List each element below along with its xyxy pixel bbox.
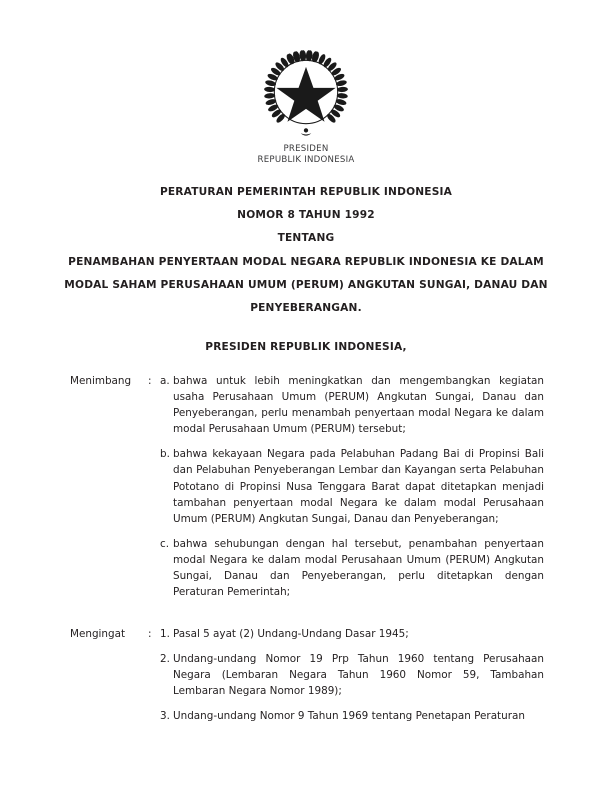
menimbang-item-b [160, 446, 544, 526]
menimbang-item-c-text: bahwa sehubungan dengan hal tersebut, penambahan penyertaan modal Negara ke dalam modal Perusahaan Umum (PERUM) Angkutan Sungai, Danau dan Penyeberangan, perlu ditetapkan dengan Peraturan Pemerintah; [173, 537, 544, 599]
menimbang-colon: : [148, 375, 152, 387]
indonesian-presidential-seal-icon [258, 44, 354, 140]
mengingat-item-3 [160, 708, 544, 724]
mengingat-item-2 [160, 651, 544, 699]
mengingat-section [70, 626, 544, 724]
menimbang-item-a [160, 373, 544, 437]
title-subject-line-2: MODAL SAHAM PERUSAHAAN UMUM (PERUM) ANGKUTAN SUNGAI, DANAU DAN [64, 278, 548, 291]
title-subject-line-3: PENYEBERANGAN. [250, 302, 362, 315]
mengingat-item-3-marker: 3. [160, 710, 170, 723]
title-number-year: NOMOR 8 TAHUN 1992 [237, 209, 375, 222]
menimbang-items [160, 373, 544, 600]
mengingat-item-3-text: Undang-undang Nomor 9 Tahun 1969 tentang Penetapan Peraturan [173, 710, 525, 723]
mengingat-items [160, 626, 544, 724]
mengingat-item-2-text: Undang-undang Nomor 19 Prp Tahun 1960 tentang Perusahaan Negara (Lembaran Negara Tahun 1960 Nomor 59, Tambahan Lembaran Negara Nomor 1989); [173, 653, 544, 698]
title-subject-line-1: PENAMBAHAN PENYERTAAN MODAL NEGARA REPUBLIK INDONESIA KE DALAM [68, 255, 544, 268]
mengingat-colon: : [148, 628, 152, 640]
mengingat-item-1-marker: 1. [160, 628, 170, 640]
menimbang-item-a-marker: a. [160, 375, 170, 387]
menimbang-item-a-text: bahwa untuk lebih meningkatkan dan mengembangkan kegiatan usaha Perusahaan Umum (PERUM) Angkutan Sungai, Danau dan Penyeberangan, perlu menambah penyertaan modal Negara ke dalam modal Perusahaan Umum (PERUM) tersebut; [173, 375, 544, 436]
menimbang-item-b-text: bahwa kekayaan Negara pada Pelabuhan Padang Bai di Propinsi Bali dan Pelabuhan Penyeberangan Lembar dan Kayangan serta Pelabuhan Pototano di Propinsi Nusa Tenggara Barat dapat ditetapkan menjadi tambahan penyertaan modal Negara ke dalam modal Perusahaan Umum (PERUM) Angkutan Sungai, Danau dan Penyeberangan; [173, 448, 544, 525]
menimbang-item-c [160, 536, 544, 600]
title-regulation-type: PERATURAN PEMERINTAH REPUBLIK INDONESIA [159, 186, 453, 198]
menimbang-section [70, 373, 544, 600]
document-title-block [56, 181, 556, 320]
emblem-block [0, 44, 612, 166]
mengingat-item-1-text: Pasal 5 ayat (2) Undang-Undang Dasar 1945; [173, 628, 409, 640]
emblem-caption-republik-indonesia: REPUBLIK INDONESIA [257, 155, 355, 165]
mengingat-label: Mengingat [70, 628, 126, 640]
menimbang-label: Menimbang [70, 375, 132, 387]
menimbang-row [70, 373, 544, 600]
mengingat-row [70, 626, 544, 724]
mengingat-item-1 [160, 626, 544, 642]
mengingat-item-2-marker: 2. [160, 653, 170, 666]
menimbang-item-c-marker: c. [160, 537, 170, 550]
title-tentang: TENTANG [277, 232, 335, 245]
opening-statement: PRESIDEN REPUBLIK INDONESIA, [205, 341, 407, 353]
menimbang-item-b-marker: b. [160, 448, 170, 461]
emblem-caption-presiden: PRESIDEN [283, 144, 329, 154]
